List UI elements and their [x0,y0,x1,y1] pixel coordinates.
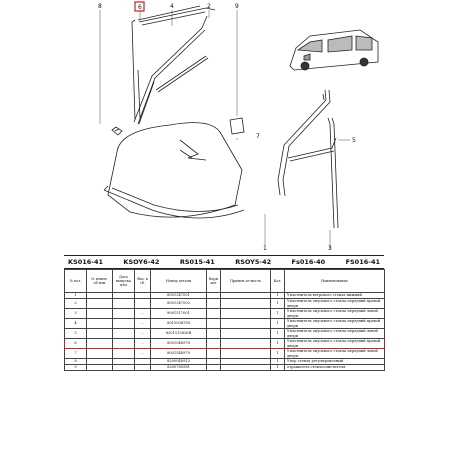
model-code: Fs016-40 [291,258,326,266]
model-code: RS015-41 [179,258,215,266]
callout-5: 5 [352,137,356,144]
cell-variant [207,299,221,309]
cell-change-no [87,309,113,319]
cell-part-number: 8201513826R [151,329,207,339]
cell-qty: 1 [271,339,285,349]
cell-usage [221,309,271,319]
header-qty: Кол. [271,270,285,293]
cell-name: Упор стекла регулировочный [285,359,385,365]
cell-pos: 9 [65,365,87,371]
cell-name: Уплотнитель опускного стекла передний правой двери [285,339,385,349]
table-row-highlighted[interactable] [65,339,385,349]
cell-assy: – [135,339,151,349]
table-row[interactable] [65,309,385,319]
cell-change-no [87,349,113,359]
cell-assy [135,299,151,309]
cell-qty: 1 [271,309,285,319]
cell-part-number: 8001517001 [151,309,207,319]
header-variant: Вари ант [207,270,221,293]
cell-assy: – [135,309,151,319]
cell-pos: 2 [65,299,87,309]
cell-part-number: 8015004758 [151,319,207,329]
table-row[interactable] [65,319,385,329]
cell-variant [207,309,221,319]
cell-name: отражатель стеклоочистителя [285,365,385,371]
cell-change-no [87,365,113,371]
callout-1: 1 [263,245,267,252]
cell-usage [221,365,271,371]
callout-3: 3 [328,245,332,252]
cell-part-number: 8001548978 [151,339,207,349]
cell-part-number: 8200780581 [151,365,207,371]
callout-labels [98,2,356,252]
cell-pos: 7 [65,349,87,359]
cell-variant [207,329,221,339]
table-header-row [65,270,385,293]
cell-date [113,319,135,329]
table-row[interactable] [65,365,385,371]
front-left-window-seal [132,6,215,124]
callout-6: 6 [138,4,142,11]
vehicle-thumbnail [290,30,378,70]
model-code: KS016-41 [68,258,104,266]
cell-assy [135,365,151,371]
cell-qty: 1 [271,359,285,365]
header-part-number: Номер детали [151,270,207,293]
cell-date [113,349,135,359]
cell-variant [207,339,221,349]
cell-pos: 5 [65,329,87,339]
cell-usage [221,349,271,359]
callout-8: 8 [98,3,102,10]
cell-usage [221,299,271,309]
cell-qty: 1 [271,365,285,371]
cell-change-no [87,319,113,329]
cell-qty: 1 [271,349,285,359]
cell-pos: 6 [65,339,87,349]
cell-assy: – [135,349,151,359]
callout-9: 9 [235,3,239,10]
cell-part-number: 8001347001 [151,293,207,299]
parts-table-section [64,255,384,371]
header-name: Наименование [285,270,385,293]
header-assembly: Вхо. в сб. [135,270,151,293]
model-code: RSOY5-42 [235,258,272,266]
cell-name: Уплотнитель опускного стекла передний правой двери [285,319,385,329]
header-change-no: № измен. об изм [87,270,113,293]
cell-usage [221,329,271,339]
cell-assy: – [135,329,151,339]
windscreen [104,123,244,218]
cell-assy: – [135,319,151,329]
header-applicability: Примен ае-мость [221,270,271,293]
cell-part-number: 8001347002 [151,299,207,309]
cell-date [113,299,135,309]
parts-table [64,269,385,371]
cell-pos: 8 [65,359,87,365]
cell-variant [207,365,221,371]
cell-part-number: 8001548979 [151,349,207,359]
table-row[interactable] [65,299,385,309]
cell-name: Уплотнитель опускного стекла передний левой двери [285,349,385,359]
cell-qty: 1 [271,329,285,339]
exploded-diagram [60,0,390,252]
front-right-window-seal [278,90,338,228]
deflector-piece [230,118,244,134]
callout-4: 4 [170,3,174,10]
cell-name: Уплотнитель ветрового стекла нижний [285,293,385,299]
cell-name: Уплотнитель опускного стекла передний правой двери [285,299,385,309]
cell-pos: 3 [65,309,87,319]
cell-usage [221,319,271,329]
cell-date [113,365,135,371]
table-row[interactable] [65,329,385,339]
cell-name: Уплотнитель опускного стекла передний левой двери [285,309,385,319]
cell-date [113,339,135,349]
cell-qty: 1 [271,299,285,309]
cell-qty: 1 [271,293,285,299]
cell-change-no [87,339,113,349]
callout-7: 7 [256,133,260,140]
model-code: KSOY6-42 [123,258,160,266]
cell-change-no [87,329,113,339]
cell-name: Уплотнитель опускного стекла передний левой двери [285,329,385,339]
model-code: FS016-41 [345,258,380,266]
cell-pos: 4 [65,319,87,329]
cell-part-number: 8200048913 [151,359,207,365]
header-change-date: Дата выпуска изм [113,270,135,293]
cell-usage [221,339,271,349]
cell-pos: 1 [65,293,87,299]
cell-variant [207,319,221,329]
diagram-svg [60,0,390,252]
cell-variant [207,349,221,359]
cell-date [113,309,135,319]
cell-qty: 1 [271,319,285,329]
small-seal-piece [112,127,122,135]
header-pos: № поз. [65,270,87,293]
model-codes-row [64,255,384,269]
cell-date [113,329,135,339]
callout-2: 2 [207,3,211,10]
table-row[interactable] [65,349,385,359]
cell-change-no [87,299,113,309]
